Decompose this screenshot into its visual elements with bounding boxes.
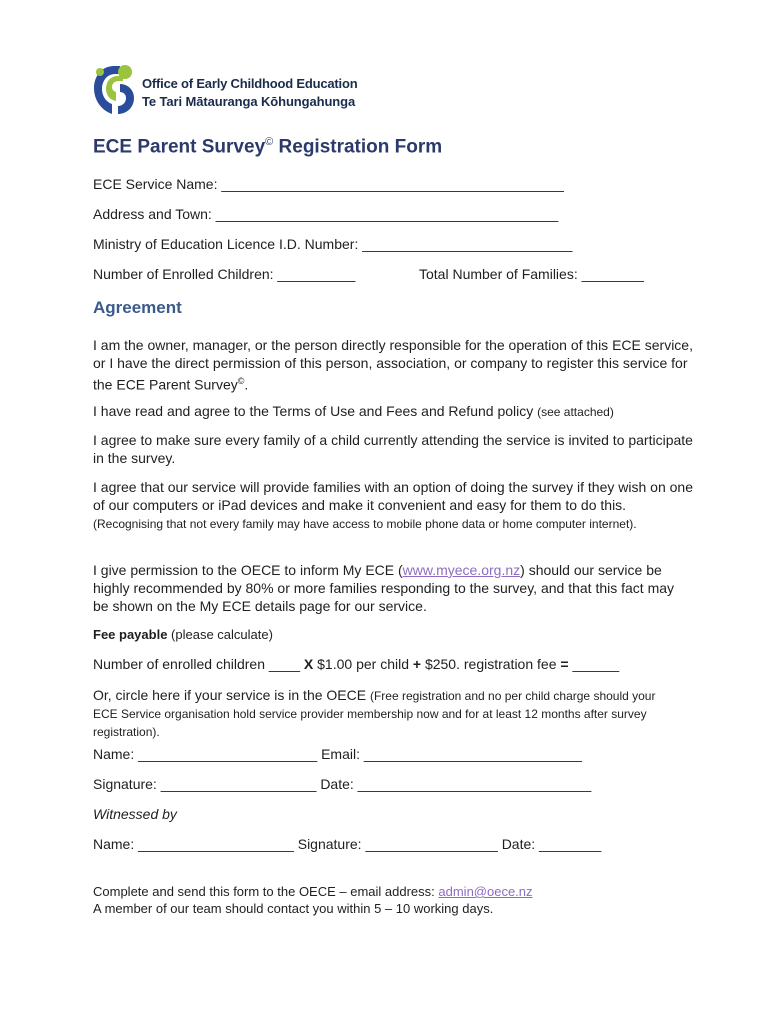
agreement-paragraph-5: I give permission to the OECE to inform My ECE (www.myece.org.nz) should our service be highly recommended by 80% or more families responding to the survey, and that this fact may be shown on the My ECE details page for our service. — [93, 562, 675, 614]
service-name-field[interactable]: ECE Service Name: ____________________________________________ — [93, 176, 564, 192]
agreement-paragraph-1: I am the owner, manager, or the person directly responsible for the operation of this ECE service, or I have the direct permission of this person, association, or company to register this service for the ECE Parent Survey©. — [93, 337, 693, 393]
logo-org-name: Office of Early Childhood Education — [142, 76, 358, 91]
admin-email-link[interactable]: admin@oece.nz — [438, 884, 533, 899]
oece-logo — [92, 62, 358, 118]
oece-member-option[interactable]: Or, circle here if your service is in the OECE (Free registration and no per child charge should your ECE Service organisation hold service provider membership now and for at least 12 months after survey registration). — [93, 687, 656, 739]
contact-note: A member of our team should contact you within 5 – 10 working days. — [93, 901, 494, 916]
fee-calculation-field[interactable]: Number of enrolled children ____ X $1.00 per child + $250. registration fee = ______ — [93, 656, 620, 672]
agreement-paragraph-2: I have read and agree to the Terms of Use and Fees and Refund policy (see attached) — [93, 403, 614, 419]
address-field[interactable]: Address and Town: ____________________________________________ — [93, 206, 559, 222]
witnessed-by-label: Witnessed by — [93, 806, 177, 822]
page-title: ECE Parent Survey© Registration Form — [93, 136, 443, 158]
agreement-paragraph-4: I agree that our service will provide families with an option of doing the survey if they wish on one of our computers or iPad devices and make it convenient and easy for them to do this. (Recognising that not every family may have access to mobile phone data or home computer internet). — [93, 479, 693, 531]
name-email-field[interactable]: Name: _______________________ Email: ____________________________ — [93, 746, 582, 762]
licence-id-field[interactable]: Ministry of Education Licence I.D. Number: ___________________________ — [93, 236, 573, 252]
witness-signature-field[interactable]: Name: ____________________ Signature: _________________ Date: ________ — [93, 836, 602, 852]
signature-date-field[interactable]: Signature: ____________________ Date: ______________________________ — [93, 776, 592, 792]
total-families-field[interactable]: Total Number of Families: ________ — [419, 266, 644, 282]
agreement-paragraph-3: I agree to make sure every family of a child currently attending the service is invited to participate in the survey. — [93, 432, 693, 466]
footer-instructions: Complete and send this form to the OECE – email address: admin@oece.nz A member of our team should contact you within 5 – 10 working days. — [93, 884, 533, 916]
logo-org-name-maori: Te Tari Mātauranga Kōhungahunga — [142, 94, 356, 109]
enrolled-children-field[interactable]: Number of Enrolled Children: __________ — [93, 266, 356, 282]
oece-emblem-icon — [92, 62, 138, 118]
fee-payable-heading: Fee payable (please calculate) — [93, 627, 273, 642]
agreement-heading: Agreement — [93, 298, 182, 317]
myece-link[interactable]: www.myece.org.nz — [402, 562, 521, 578]
